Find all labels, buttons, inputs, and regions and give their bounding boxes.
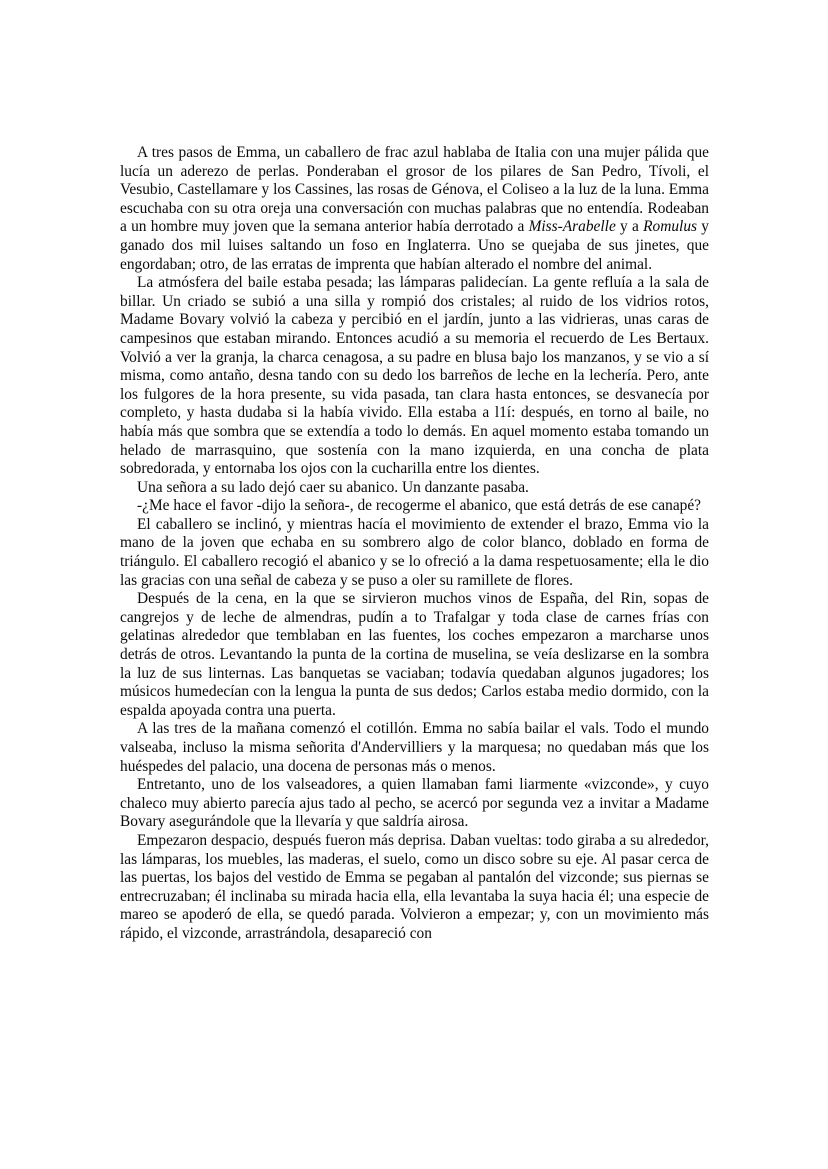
paragraph: Una señora a su lado dejó caer su abanico. Un danzante pasaba.: [137, 478, 529, 496]
emphasized-text: Miss-Arabelle: [528, 218, 616, 236]
paragraph: A tres pasos de Emma, un caballero de frac azul hablaba de Italia con una mujer pálida que lucía un aderezo de perlas. Ponderaban el grosor de los pilares de San Pedro, Tívoli, el Vesubio, Castellamare y los Cassines, las rosas de Génova, el Coliseo a la luz de la luna. Emma escuchaba con su otra oreja una conversación con muchas palabras que no entendía. Rodeaban a un hombre muy joven que la semana anterior había derrotado a Miss-Arabelle y a Romulus y ganado dos mil luises saltando un foso en Inglaterra. Uno se quejaba de sus jinetes, que engordaban; otro, de las erratas de imprenta que habían alterado el nombre del animal.: [120, 144, 709, 273]
paragraph: Empezaron despacio, después fueron más deprisa. Daban vueltas: todo giraba a su alrededor, las lámparas, los muebles, las maderas, el suelo, como un disco sobre su eje. Al pasar cerca de las puertas, los bajos del vestido de Emma se pegaban al pantalón del vizconde; sus piernas se entrecruzaban; él inclinaba su mirada hacia ella, ella levantaba la suya hacia él; una especie de mareo se apoderó de ella, se quedó parada. Volvieron a empezar; y, con un movimiento más rápido, el vizconde, arrastrándola, desapareció con: [120, 831, 709, 942]
paragraph: Después de la cena, en la que se sirvieron muchos vinos de España, del Rin, sopas de cangrejos y de leche de almendras, pudín a to Trafalgar y toda clase de carnes frías con gelatinas alrededor que temblaban en las fuentes, los coches empezaron a marcharse unos detrás de otros. Levantando la punta de la cortina de muselina, se veía deslizarse en la sombra la luz de sus linternas. Las banquetas se vaciaban; todavía quedaban algunos jugadores; los músicos humedecían con la lengua la punta de sus dedos; Carlos estaba medio dormido, con la espalda apoyada contra una puerta.: [120, 590, 709, 719]
body-text-block: [120, 144, 709, 944]
paragraph: Entretanto, uno de los valseadores, a quien llamaban fami liarmente «vizconde», y cuyo chaleco muy abierto parecía ajus tado al pecho, se acercó por segunda vez a invitar a Madame Bovary asegurándole que la llevaría y que saldría airosa.: [120, 776, 709, 831]
emphasized-text: Romulus: [643, 218, 698, 236]
paragraph: El caballero se inclinó, y mientras hacía el movimiento de extender el brazo, Emma vio la mano de la joven que echaba en su sombrero algo de color blanco, doblado en forma de triángulo. El caballero recogió el abanico y se lo ofreció a la dama respetuosamente; ella le dio las gracias con una señal de cabeza y se puso a oler su ramillete de flores.: [120, 515, 709, 589]
paragraph: La atmósfera del baile estaba pesada; las lámparas palidecían. La gente refluía a la sala de billar. Un criado se subió a una silla y rompió dos cristales; al ruido de los vidrios rotos, Madame Bovary volvió la cabeza y percibió en el jardín, junto a las vidrieras, unas caras de campesinos que estaban mirando. Entonces acudió a su memoria el recuerdo de Les Bertaux. Volvió a ver la granja, la charca cenagosa, a su padre en blusa bajo los manzanos, y se vio a sí misma, como antaño, desna tando con su dedo los barreños de leche en la lechería. Pero, ante los fulgores de la hora presente, su vida pasada, tan clara hasta entonces, se desvanecía por completo, y hasta dudaba si la había vivido. Ella estaba a l1í: después, en torno al baile, no había más que sombra que se extendía a todo lo demás. En aquel momento estaba tomando un helado de marrasquino, que sostenía con la mano izquierda, en una concha de plata sobredorada, y entornaba los ojos con la cucharilla entre los dientes.: [120, 274, 709, 478]
paragraph: -¿Me hace el favor -dijo la señora-, de recogerme el abanico, que está detrás de ese canapé?: [137, 497, 702, 515]
paragraph: A las tres de la mañana comenzó el cotillón. Emma no sabía bailar el vals. Todo el mundo valseaba, incluso la misma señorita d'Andervilliers y la marquesa; no quedaban más que los huéspedes del palacio, una docena de personas más o menos.: [120, 720, 709, 775]
